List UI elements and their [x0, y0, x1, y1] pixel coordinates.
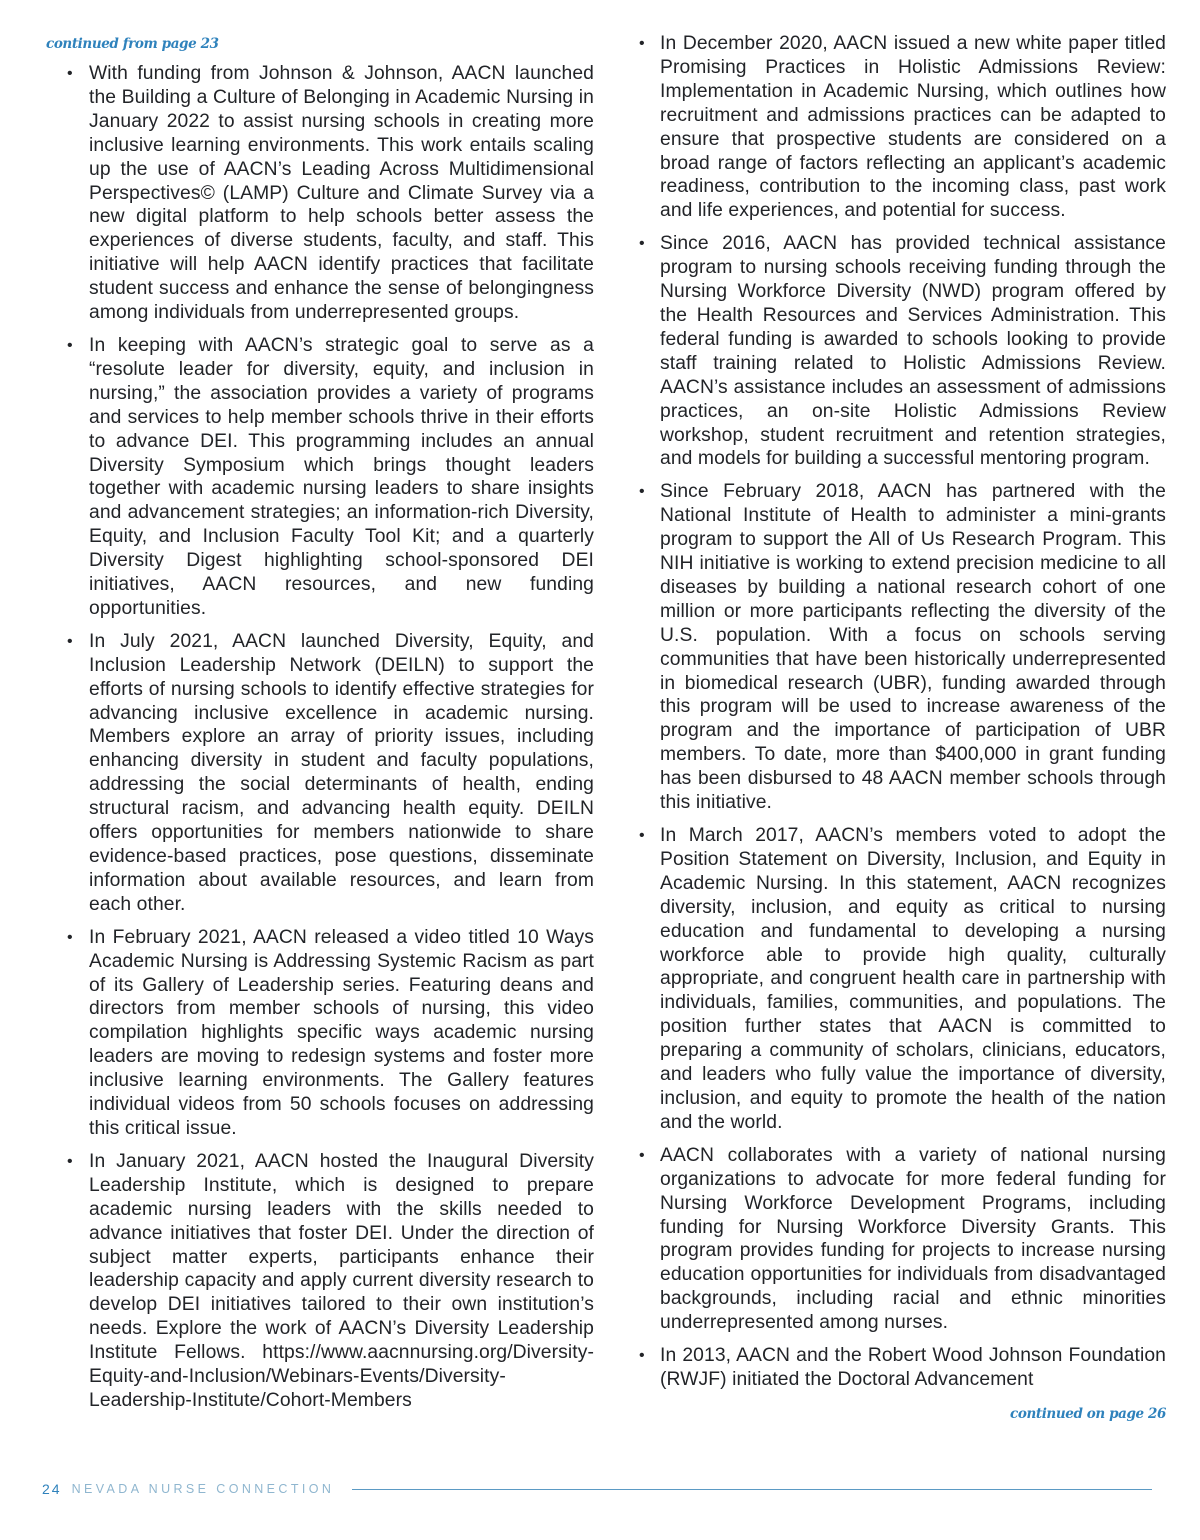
list-item: [618, 1344, 1166, 1392]
list-item: [46, 926, 594, 1141]
bullet-icon: •: [639, 1146, 645, 1164]
list-item: [618, 1144, 1166, 1335]
list-item-text: AACN collaborates with a variety of national nursing organizations to advocate for more federal funding for Nursing Workforce Development Programs, including funding for Nursing Workforce Diversity Grants. This program provides funding for projects to increase nursing education opportunities for individuals from disadvantaged backgrounds, including racial and ethnic minorities underrepresented among nurses.: [660, 1144, 1166, 1334]
list-item: [618, 824, 1166, 1135]
list-item: [46, 630, 594, 917]
continued-from-label: continued from page 23: [46, 36, 219, 52]
bullet-icon: •: [67, 65, 73, 82]
list-item: [618, 32, 1166, 223]
bullet-icon: •: [639, 827, 645, 844]
bullet-icon: •: [639, 483, 645, 501]
page-footer: [42, 1478, 1152, 1500]
bullet-icon: •: [639, 35, 645, 52]
list-item-text: Since 2016, AACN has provided technical assistance program to nursing schools receiving funding through the Nursing Workforce Diversity (NWD) program offered by the Health Resources and Services Administration. This federal funding is awarded to schools looking to provide staff training related to Holistic Admissions Review. AACN’s assistance includes an assessment of admissions practices, an on-site Holistic Admissions Review workshop, student recruitment and retention strategies, and models for building a successful mentoring program.: [660, 233, 1166, 470]
footer-rule: [352, 1489, 1152, 1490]
bullet-icon: •: [67, 632, 73, 650]
list-item-text: In March 2017, AACN’s members voted to adopt the Position Statement on Diversity, Inclusion, and Equity in Academic Nursing. In this statement, AACN recognizes diversity, inclusion, and equity as critical to nursing education and fundamental to developing a nursing workforce able to provide high quality, culturally appropriate, and congruent health care in partnership with individuals, families, communities, and populations. The position further states that AACN is committed to preparing a community of scholars, clinicians, educators, and leaders who fully value the importance of diversity, inclusion, and equity to promote the health of the nation and the world.: [660, 825, 1166, 1133]
left-bullet-list: [46, 62, 594, 1413]
list-item-text: In July 2021, AACN launched Diversity, Equity, and Inclusion Leadership Network (DEILN) to support the efforts of nursing schools to identify effective strategies for advancing inclusive excellence in academic nursing. Members explore an array of priority issues, including enhancing diversity in student and faculty populations, addressing the social determinants of health, ending structural racism, and advancing health equity. DEILN offers opportunities for members nationwide to share evidence-based practices, pose questions, disseminate information about available resources, and learn from each other.: [89, 630, 594, 915]
left-column: [46, 32, 594, 1422]
page-number: 24: [42, 1481, 62, 1497]
list-item-text: With funding from Johnson & Johnson, AACN launched the Building a Culture of Belonging in Academic Nursing in January 2022 to assist nursing schools in creating more inclusive learning environments. This work entails scaling up the use of AACN’s Leading Across Multidimensional Perspectives© (LAMP) Culture and Climate Survey via a new digital platform to help schools better assess the experiences of diverse students, faculty, and staff. This initiative will help AACN identify practices that facilitate student success and enhance the sense of belongingness among individuals from underrepresented groups.: [89, 63, 594, 324]
list-item-text: Since February 2018, AACN has partnered with the National Institute of Health to administer a mini-grants program to support the All of Us Research Program. This NIH initiative is working to extend precision medicine to all diseases by building a national research cohort of one million or more participants reflecting the diversity of the U.S. population. With a focus on schools serving communities that have been historically underrepresented in biomedical research (UBR), funding awarded through this program will be used to increase awareness of the program and the importance of participation of UBR members. To date, more than $400,000 in grant funding has been disbursed to 48 AACN member schools through this initiative.: [660, 481, 1166, 814]
list-item: [618, 232, 1166, 471]
list-item-text: In keeping with AACN’s strategic goal to serve as a “resolute leader for diversity, equity, and inclusion in nursing,” the association provides a variety of programs and services to help member schools thrive in their efforts to advance DEI. This programming includes an annual Diversity Symposium which brings thought leaders together with academic nursing leaders to share insights and advancement strategies; an information-rich Diversity, Equity, and Inclusion Faculty Tool Kit; and a quarterly Diversity Digest highlighting school-sponsored DEI initiatives, AACN resources, and new funding opportunities.: [89, 334, 594, 619]
list-item: [618, 480, 1166, 815]
continued-on-label: continued on page 26: [1010, 1405, 1166, 1422]
list-item-text: In February 2021, AACN released a video titled 10 Ways Academic Nursing is Addressing Systemic Racism as part of its Gallery of Leadership series. Featuring deans and directors from member schools of nursing, this video compilation highlights specific ways academic nursing leaders are moving to redesign systems and foster more inclusive learning environments. The Gallery features individual videos from 50 schools focuses on addressing this critical issue.: [89, 926, 594, 1139]
right-bullet-list: [618, 32, 1166, 1392]
list-item: [46, 62, 594, 325]
bullet-icon: •: [67, 336, 73, 354]
bullet-icon: •: [67, 1152, 73, 1170]
list-item-text: In 2013, AACN and the Robert Wood Johnson Foundation (RWJF) initiated the Doctoral Advancement: [660, 1345, 1166, 1390]
list-item: [46, 334, 594, 621]
bullet-icon: •: [639, 1347, 645, 1365]
right-column: [618, 32, 1166, 1422]
publication-name: NEVADA NURSE CONNECTION: [71, 1482, 335, 1496]
bullet-icon: •: [67, 928, 73, 946]
list-item-text: In January 2021, AACN hosted the Inaugural Diversity Leadership Institute, which is designed to prepare academic nursing leaders with the skills needed to advance initiatives that foster DEI. Under the direction of subject matter experts, participants enhance their leadership capacity and apply current diversity research to develop DEI initiatives tailored to their own institution’s needs. Explore the work of AACN’s Diversity Leadership Institute Fellows. https://www.aacnnursing.org/Diversity-Equity-and-Inclusion/Webinars-Events/Diversity-Leadership-Institute/Cohort-Members: [89, 1150, 594, 1411]
list-item-text: In December 2020, AACN issued a new white paper titled Promising Practices in Holistic Admissions Review: Implementation in Academic Nursing, which outlines how recruitment and admissions practices can be adapted to ensure that prospective students are considered on a broad range of factors reflecting an applicant’s academic readiness, contribution to the incoming class, past work and life experiences, and potential for success.: [660, 33, 1166, 222]
list-item: [46, 1150, 594, 1413]
bullet-icon: •: [639, 235, 645, 253]
